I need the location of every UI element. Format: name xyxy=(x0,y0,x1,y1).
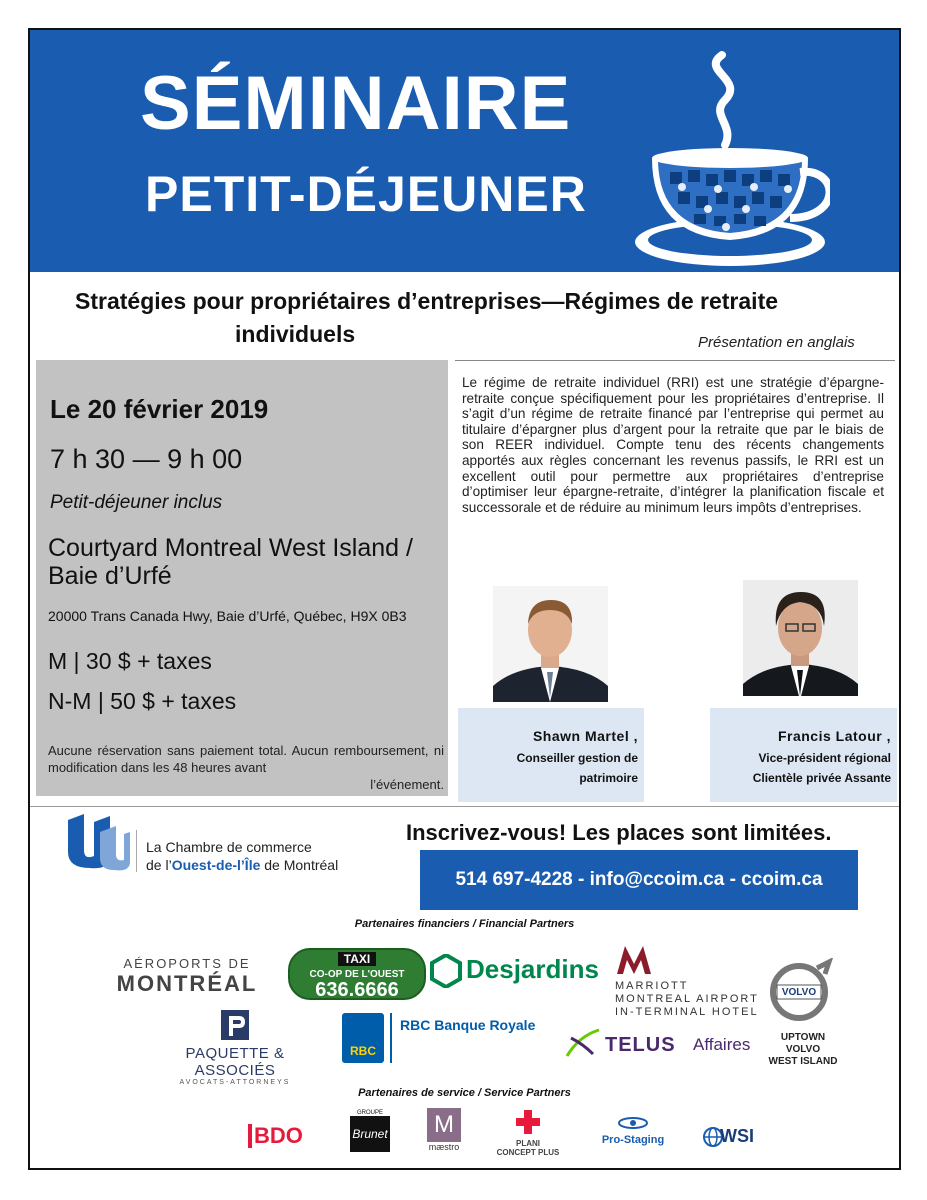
registration-headline: Inscrivez-vous! Les places sont limitées. xyxy=(406,820,832,845)
taxi-coop-logo xyxy=(288,948,426,1000)
pro-staging-text: Pro-Staging xyxy=(601,1134,665,1146)
speaker-role-line1: Vice-président régional xyxy=(758,751,891,765)
chamber-separator xyxy=(136,830,137,872)
pro-staging-logo xyxy=(596,1116,670,1146)
marriott-text xyxy=(615,980,759,1019)
non-member-price: N-M | 50 $ + taxes xyxy=(48,688,237,714)
speaker-role xyxy=(716,748,891,788)
rbc-logo xyxy=(342,1013,542,1065)
header-banner xyxy=(30,30,899,272)
aeroports-line2: MONTRÉAL xyxy=(116,971,258,996)
uptown-line2: WEST ISLAND xyxy=(768,1056,838,1067)
paquette-logo xyxy=(145,1010,325,1086)
uptown-volvo-logo xyxy=(763,1032,843,1068)
plani-text xyxy=(492,1139,564,1157)
volvo-logo xyxy=(767,958,833,1024)
event-details-panel xyxy=(36,360,448,796)
financial-partners-heading: Partenaires financiers / Financial Partners xyxy=(354,918,575,930)
wsi-text: WSI xyxy=(720,1126,754,1146)
member-price: M | 30 $ + taxes xyxy=(48,648,212,674)
pro-staging-eye-icon xyxy=(618,1117,648,1129)
paquette-line2: AVOCATS-ATTORNEYS xyxy=(179,1079,291,1086)
uptown-line1: UPTOWN VOLVO xyxy=(780,1032,826,1055)
section-divider xyxy=(30,806,899,807)
venue-name: Courtyard Montreal West Island / Baie d’Urfé xyxy=(48,534,413,590)
speaker-name: Shawn Martel , xyxy=(532,728,638,744)
rbc-separator xyxy=(390,1013,392,1063)
event-time: 7 h 30 — 9 h 00 xyxy=(50,444,243,474)
telus-leaf-icon xyxy=(565,1028,601,1058)
event-date: Le 20 février 2019 xyxy=(50,394,269,424)
chamber-line2-post: de Montréal xyxy=(260,857,339,873)
policy-text: Aucune réservation sans paiement total. Aucun remboursement, ni modification dans les 48 heures avant xyxy=(48,743,444,775)
venue-address: 20000 Trans Canada Hwy, Baie d’Urfé, Québec, H9X 0B3 xyxy=(48,608,407,624)
marriott-line1: MARRIOTT xyxy=(615,980,689,992)
chamber-line2-pre: de l’ xyxy=(146,857,172,873)
chamber-name xyxy=(146,838,338,874)
contact-banner[interactable]: 514 697-4228 - info@ccoim.ca - ccoim.ca xyxy=(420,850,858,910)
plani-cross-icon xyxy=(515,1110,541,1134)
marriott-line2: MONTREAL AIRPORT xyxy=(615,993,759,1005)
rbc-text: RBC Banque Royale xyxy=(400,1017,536,1033)
breakfast-note: Petit-déjeuner inclus xyxy=(50,492,223,513)
speaker-name: Francis Latour , xyxy=(777,728,891,744)
person-photo-icon xyxy=(743,580,858,696)
coffee-cup-icon xyxy=(630,50,830,270)
plani-line2: CONCEPT PLUS xyxy=(496,1148,560,1157)
speaker-photo-shawn xyxy=(493,586,608,702)
marriott-line3: IN-TERMINAL HOTEL xyxy=(615,1006,759,1018)
event-description: Le régime de retraite individuel (RRI) est une stratégie d’épargne-retraite conçue spécifiquement pour les propriétaires d’entreprise. Il s’agit d’un régime de retraite financé par l’entreprise qui permet au titulaire d’épargner plus d’argent pour la retraite que par le biais de son REER individuel. Compte tenu des récents changements apportés aux règles concernant les revenus passifs, le RRI est un excellent outil pour permettre aux propriétaires d’entreprise d’optimiser leur épargne-retraite, d’intégrer la planification fiscale et successorale et de réduire au minimum leurs impôts d’entreprises. xyxy=(462,375,884,515)
rbc-badge-icon: RBC xyxy=(342,1013,384,1063)
service-partners-heading: Partenaires de service / Service Partners xyxy=(358,1087,571,1099)
taxi-line2: CO-OP DE L'OUEST xyxy=(309,969,405,980)
paquette-line1: PAQUETTE & ASSOCIÉS xyxy=(185,1045,285,1079)
maestro-text: mæstro xyxy=(428,1142,460,1152)
paquette-p-icon xyxy=(221,1010,249,1040)
speaker-card-shawn xyxy=(458,708,644,802)
plani-concept-logo xyxy=(492,1110,564,1164)
brunet-groupe: GROUPE xyxy=(356,1110,383,1116)
event-title-line2: individuels xyxy=(235,321,356,347)
marriott-m-icon xyxy=(615,942,653,976)
volvo-text: VOLVO xyxy=(781,987,817,998)
banner-title: SÉMINAIRE xyxy=(140,61,572,146)
wsi-logo xyxy=(702,1124,758,1150)
brunet-text: Brunet xyxy=(350,1116,390,1152)
policy-note xyxy=(48,742,444,793)
speaker-role-line1: Conseiller gestion de xyxy=(516,751,638,765)
speaker-role-line2: Clientèle privée Assante xyxy=(752,771,891,785)
chamber-line1: La Chambre de commerce xyxy=(146,839,312,855)
language-note: Présentation en anglais xyxy=(698,334,855,351)
plani-line1: PLANI xyxy=(516,1139,540,1148)
desjardins-logo xyxy=(430,954,606,990)
telus-logo xyxy=(565,1028,760,1062)
aeroports-montreal-logo xyxy=(102,956,272,997)
person-photo-icon xyxy=(493,586,608,702)
speaker-role xyxy=(464,748,638,788)
desjardins-hexagon-icon xyxy=(430,954,462,988)
divider xyxy=(455,360,895,361)
desjardins-text: Desjardins xyxy=(466,954,599,984)
maestro-logo xyxy=(424,1108,464,1162)
flyer xyxy=(28,28,901,1170)
taxi-line3: 636.6666 xyxy=(315,979,399,1001)
event-title-line1: Stratégies pour propriétaires d’entreprises—Régimes de retraite xyxy=(75,288,779,314)
speaker-card-francis xyxy=(710,708,897,802)
telus-text: TELUS xyxy=(605,1034,676,1056)
bdo-logo: BDO xyxy=(248,1124,320,1148)
brunet-logo xyxy=(348,1110,392,1160)
chamber-logo-icon xyxy=(60,812,132,872)
banner-subtitle: PETIT-DÉJEUNER xyxy=(145,166,587,222)
aeroports-line1: AÉROPORTS DE xyxy=(123,956,251,971)
taxi-line1: TAXI xyxy=(338,952,376,966)
speaker-role-line2: patrimoire xyxy=(579,771,638,785)
maestro-m-icon: M xyxy=(427,1108,461,1142)
policy-text-end: l’événement. xyxy=(370,777,444,792)
speaker-photo-francis xyxy=(743,580,858,696)
telus-affaires-text: Affaires xyxy=(693,1035,751,1054)
chamber-line2-bold: Ouest-de-l’Île xyxy=(171,857,261,873)
